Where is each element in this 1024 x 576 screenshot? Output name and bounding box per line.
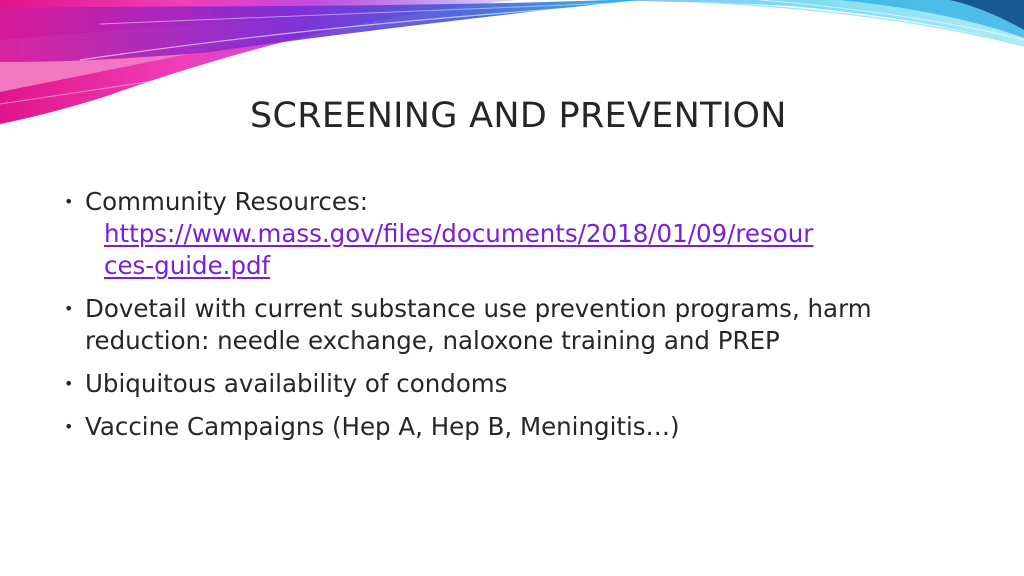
bullet-list [64,186,964,454]
bullet-dot-icon: • [64,299,74,318]
bullet-text: Ubiquitous availability of condoms [85,369,508,398]
bullet-text: Community Resources: [85,187,368,216]
resources-guide-link-part2[interactable]: ces-guide.pdf [104,251,271,280]
slide-title: SCREENING AND PREVENTION [250,96,787,136]
resources-link-line [85,218,964,282]
resources-guide-link[interactable] [104,219,813,280]
bullet-dot-icon: • [64,192,74,211]
resources-guide-link-part1[interactable]: https://www.mass.gov/files/documents/2018/01/09/resour [104,219,814,248]
bullet-text: Vaccine Campaigns (Hep A, Hep B, Meningitis…) [85,412,680,441]
bullet-item-community-resources [64,186,964,282]
bullet-item-dovetail [64,293,964,357]
bullet-dot-icon: • [64,417,74,436]
bullet-item-vaccines [64,411,964,443]
bullet-text: Dovetail with current substance use prevention programs, harm reduction: needle exchange, naloxone training and PREP [85,294,872,355]
bullet-item-condoms [64,368,964,400]
bullet-dot-icon: • [64,374,74,393]
